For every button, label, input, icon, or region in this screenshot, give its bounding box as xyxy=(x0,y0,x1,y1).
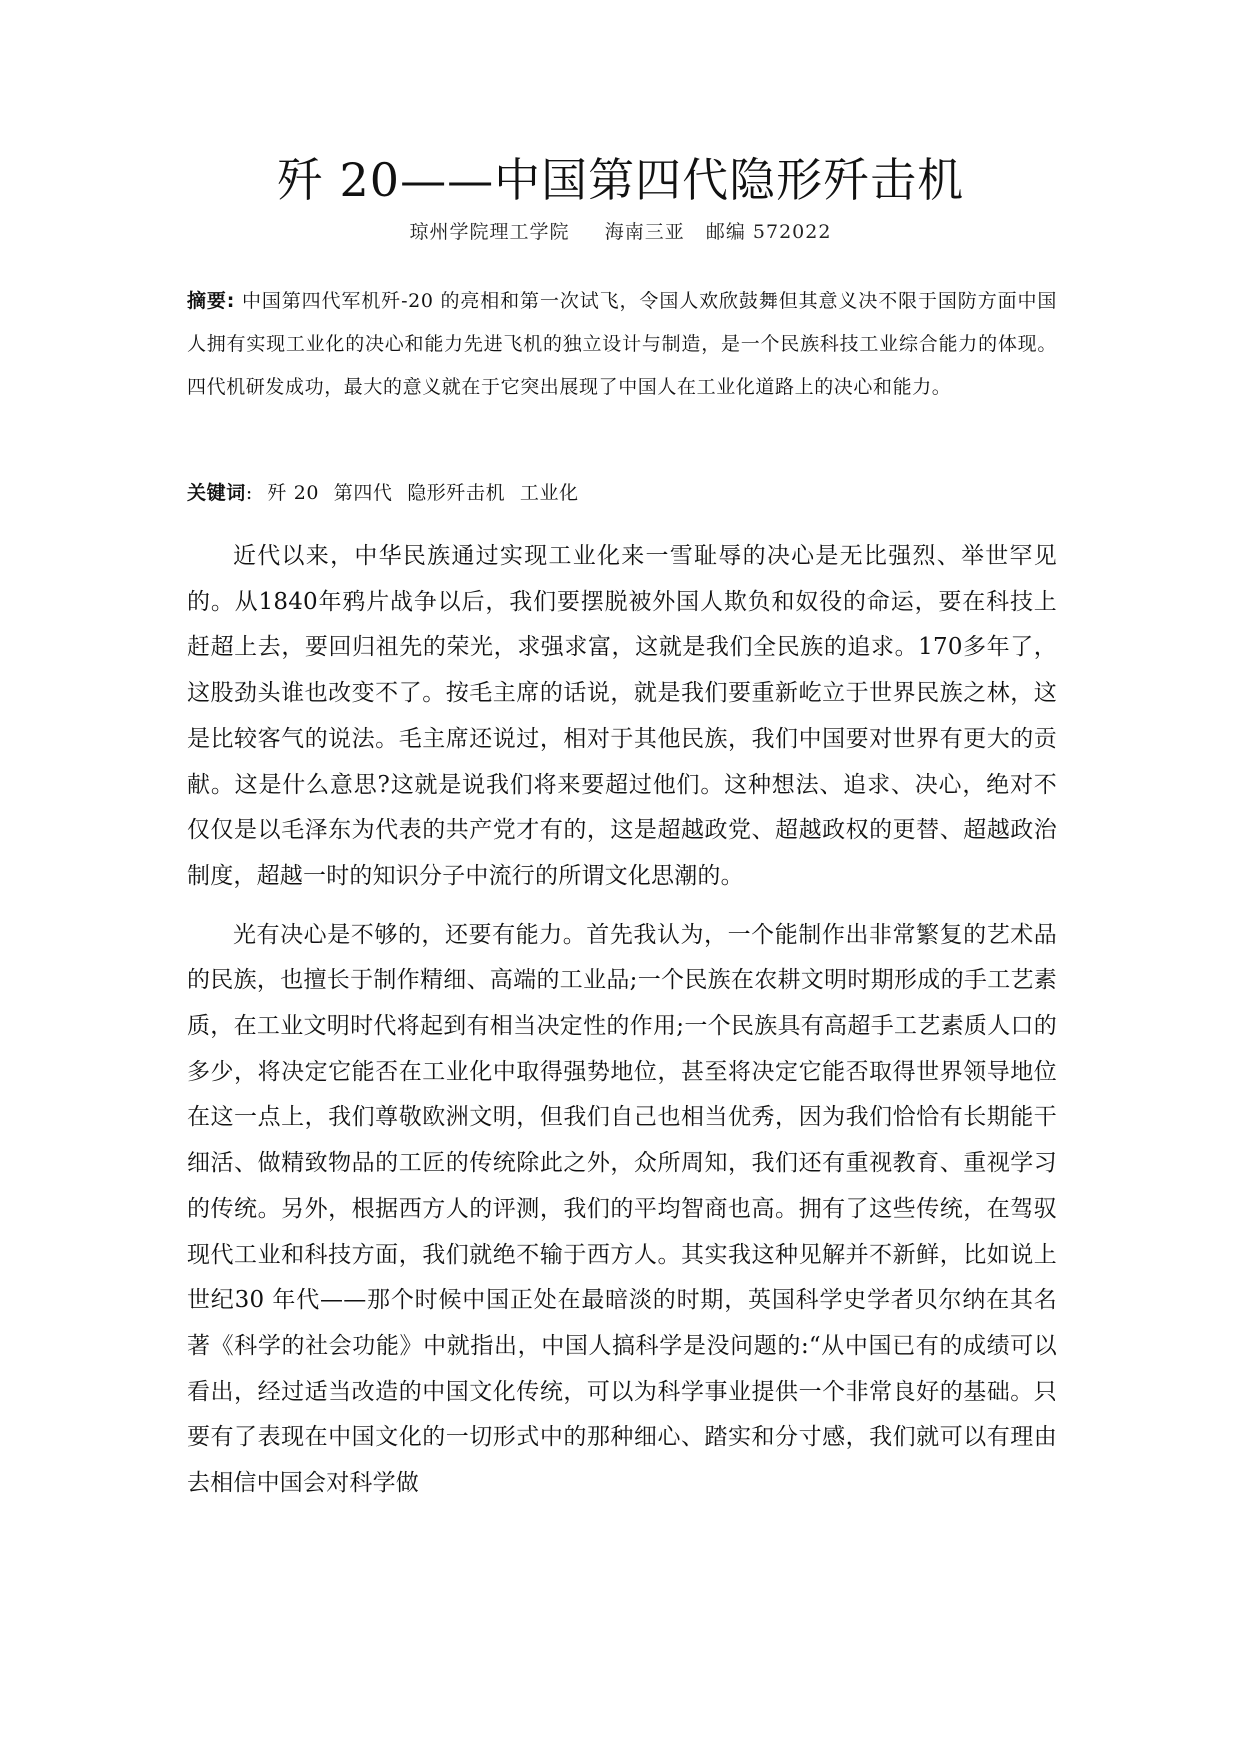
body-paragraph: 近代以来，中华民族通过实现工业化来一雪耻辱的决心是无比强烈、举世罕见的。从1840年鸦片战争以后，我们要摆脱被外国人欺负和奴役的命运，要在科技上赶超上去，要回归祖先的荣光，求强求富，这就是我们全民族的追求。170多年了，这股劲头谁也改变不了。按毛主席的话说，就是我们要重新屹立于世界民族之林，这是比较客气的说法。毛主席还说过，相对于其他民族，我们中国要对世界有更大的贡献。这是什么意思?这就是说我们将来要超过他们。这种想法、追求、决心，绝对不仅仅是以毛泽东为代表的共产党才有的，这是超越政党、超越政权的更替、超越政治制度，超越一时的知识分子中流行的所谓文化思潮的。 xyxy=(187,543,1057,889)
author-affiliation: 琼州学院理工学院 海南三亚 邮编 572022 xyxy=(409,221,832,243)
keyword: 隐形歼击机 xyxy=(407,482,506,504)
body-text xyxy=(187,534,1057,1520)
keyword: 工业化 xyxy=(519,482,579,504)
keywords-label: 关键词 xyxy=(187,482,246,504)
abstract-section xyxy=(187,280,1057,409)
abstract-text: 中国第四代军机歼-20 的亮相和第一次试飞，令国人欢欣鼓舞但其意义决不限于国防方面中国人拥有实现工业化的决心和能力先进飞机的独立设计与制造，是一个民族科技工业综合能力的体现。四代机研发成功，最大的意义就在于它突出展现了中国人在工业化道路上的决心和能力。 xyxy=(187,290,1057,398)
keyword: 歼 20 xyxy=(267,482,320,504)
keyword: 第四代 xyxy=(333,482,393,504)
document-title: 歼 20——中国第四代隐形歼击机 xyxy=(276,153,965,207)
keywords-separator: : xyxy=(245,482,253,504)
keywords-section xyxy=(187,476,1057,510)
abstract-label: 摘要: xyxy=(187,290,235,312)
body-paragraph: 光有决心是不够的，还要有能力。首先我认为，一个能制作出非常繁复的艺术品的民族，也擅长于制作精细、高端的工业品;一个民族在农耕文明时期形成的手工艺素质，在工业文明时代将起到有相当决定性的作用;一个民族具有高超手工艺素质人口的多少，将决定它能否在工业化中取得强势地位，甚至将决定它能否取得世界领导地位在这一点上，我们尊敬欧洲文明，但我们自己也相当优秀，因为我们恰恰有长期能干细活、做精致物品的工匠的传统除此之外，众所周知，我们还有重视教育、重视学习的传统。另外，根据西方人的评测，我们的平均智商也高。拥有了这些传统，在驾驭现代工业和科技方面，我们就绝不输于西方人。其实我这种见解并不新鲜，比如说上世纪30 年代——那个时候中国正处在最暗淡的时期，英国科学史学者贝尔纳在其名著《科学的社会功能》中就指出，中国人搞科学是没问题的:“从中国已有的成绩可以看出，经过适当改造的中国文化传统，可以为科学事业提供一个非常良好的基础。只要有了表现在中国文化的一切形式中的那种细心、踏实和分寸感，我们就可以有理由去相信中国会对科学做 xyxy=(187,921,1057,1497)
